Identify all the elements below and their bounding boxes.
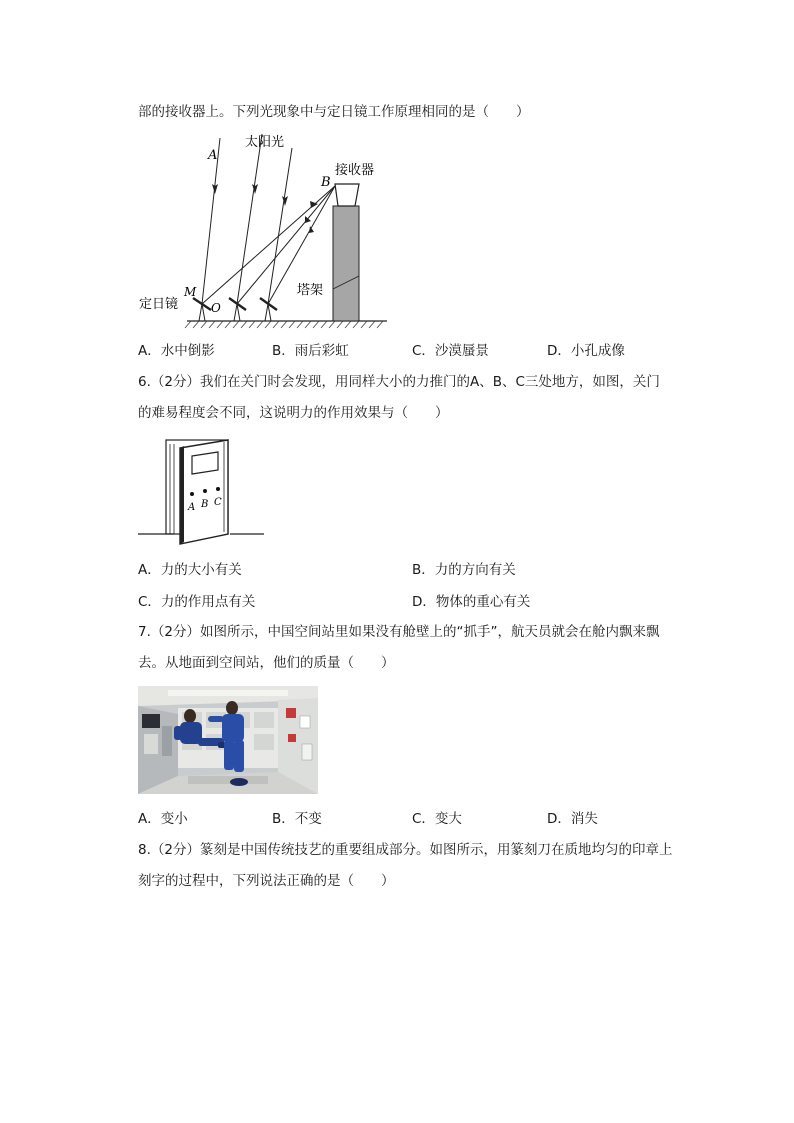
q7-option-b[interactable]: B．不变	[272, 811, 322, 827]
door-label-c: C	[214, 497, 222, 508]
tower	[333, 206, 359, 321]
door-window	[192, 452, 218, 474]
q6-option-a[interactable]: A．力的大小有关	[138, 562, 242, 578]
label-a: A	[208, 148, 218, 163]
label-heliostat: 定日镜	[139, 297, 179, 312]
point-c-dot	[216, 487, 220, 491]
label-o: O	[211, 301, 221, 315]
q8-stem-line1: 8.（2分）篆刻是中国传统技艺的重要组成部分。如图所示，用篆刻刀在质地均匀的印章上	[138, 842, 673, 858]
q6-stem-line1: 6.（2分）我们在关门时会发现，用同样大小的力推门的A、B、C三处地方，如图，关门	[138, 374, 660, 390]
heliostat-diagram	[135, 128, 405, 334]
q6-option-b[interactable]: B．力的方向有关	[412, 562, 516, 578]
door-diagram	[136, 436, 268, 548]
q7-option-a[interactable]: A．变小	[138, 811, 188, 827]
door-label-b: B	[201, 499, 209, 510]
q5-option-d[interactable]: D．小孔成像	[547, 343, 625, 359]
q6-stem-line2: 的难易程度会不同，这说明力的作用效果与（ ）	[138, 405, 449, 421]
q5-option-a[interactable]: A．水中倒影	[138, 343, 215, 359]
q5-option-b[interactable]: B．雨后彩虹	[272, 343, 349, 359]
door-label-a: A	[188, 502, 196, 513]
label-m: M	[184, 285, 197, 299]
door-edge	[180, 446, 184, 544]
receiver	[335, 184, 359, 206]
q7-option-c[interactable]: C．变大	[412, 811, 462, 827]
incident-ray-3	[268, 148, 292, 304]
point-b-dot	[203, 489, 207, 493]
q6-option-d[interactable]: D．物体的重心有关	[412, 594, 531, 610]
q6-option-c[interactable]: C．力的作用点有关	[138, 594, 256, 610]
label-sunlight: 太阳光	[245, 135, 285, 150]
label-b: B	[321, 175, 331, 190]
q7-stem-line1: 7.（2分）如图所示，中国空间站里如果没有舱壁上的“抓手”，航天员就会在舱内飘来飘	[138, 624, 660, 640]
point-a-dot	[190, 492, 194, 496]
label-receiver: 接收器	[335, 163, 375, 178]
q5-option-c[interactable]: C．沙漠蜃景	[412, 343, 489, 359]
q7-option-d[interactable]: D．消失	[547, 811, 598, 827]
space-station-photo	[138, 686, 318, 794]
ground-hatching	[185, 321, 383, 328]
q7-stem-line2: 去。从地面到空间站，他们的质量（ ）	[138, 655, 395, 671]
q5-stem-tail: 部的接收器上。下列光现象中与定日镜工作原理相同的是（ ）	[138, 104, 530, 120]
q8-stem-line2: 刻字的过程中，下列说法正确的是（ ）	[138, 873, 395, 889]
label-tower: 塔架	[297, 283, 324, 298]
